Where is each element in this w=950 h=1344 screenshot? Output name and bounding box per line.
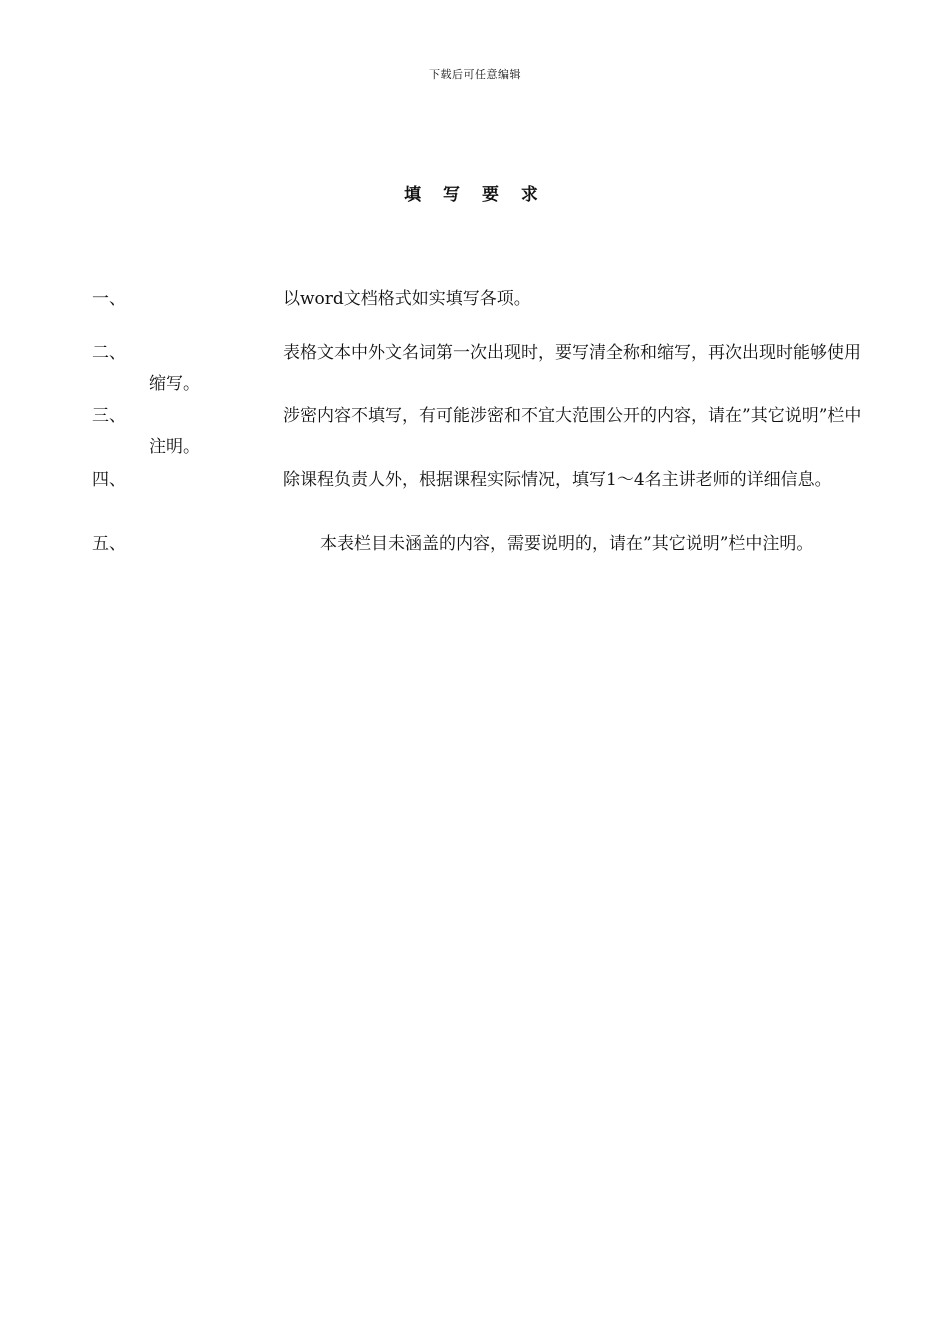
requirement-item-1 <box>92 284 862 315</box>
requirement-item-3 <box>92 401 862 463</box>
requirement-text: 以word文档格式如实填写各项。 <box>283 289 531 309</box>
requirement-number: 五、 <box>92 534 126 554</box>
requirement-number: 一、 <box>92 289 126 309</box>
requirement-text: 除课程负责人外，根据课程实际情况，填写1～4名主讲老师的详细信息。 <box>283 470 832 490</box>
requirement-item-5 <box>92 529 862 560</box>
requirement-number: 三、 <box>92 406 126 426</box>
page-title: 填 写 要 求 <box>404 185 546 205</box>
requirement-text: 表格文本中外文名词第一次出现时，要写清全称和缩写，再次出现时能够使用缩写。 <box>149 343 861 394</box>
requirement-number: 二、 <box>92 343 126 363</box>
requirement-text: 本表栏目未涵盖的内容，需要说明的，请在”其它说明”栏中注明。 <box>320 534 814 554</box>
requirement-number: 四、 <box>92 470 126 490</box>
requirement-item-4 <box>92 465 862 496</box>
requirement-item-2 <box>92 338 862 400</box>
header-note: 下载后可任意编辑 <box>429 68 521 81</box>
requirement-text: 涉密内容不填写，有可能涉密和不宜大范围公开的内容，请在”其它说明”栏中注明。 <box>149 406 862 457</box>
